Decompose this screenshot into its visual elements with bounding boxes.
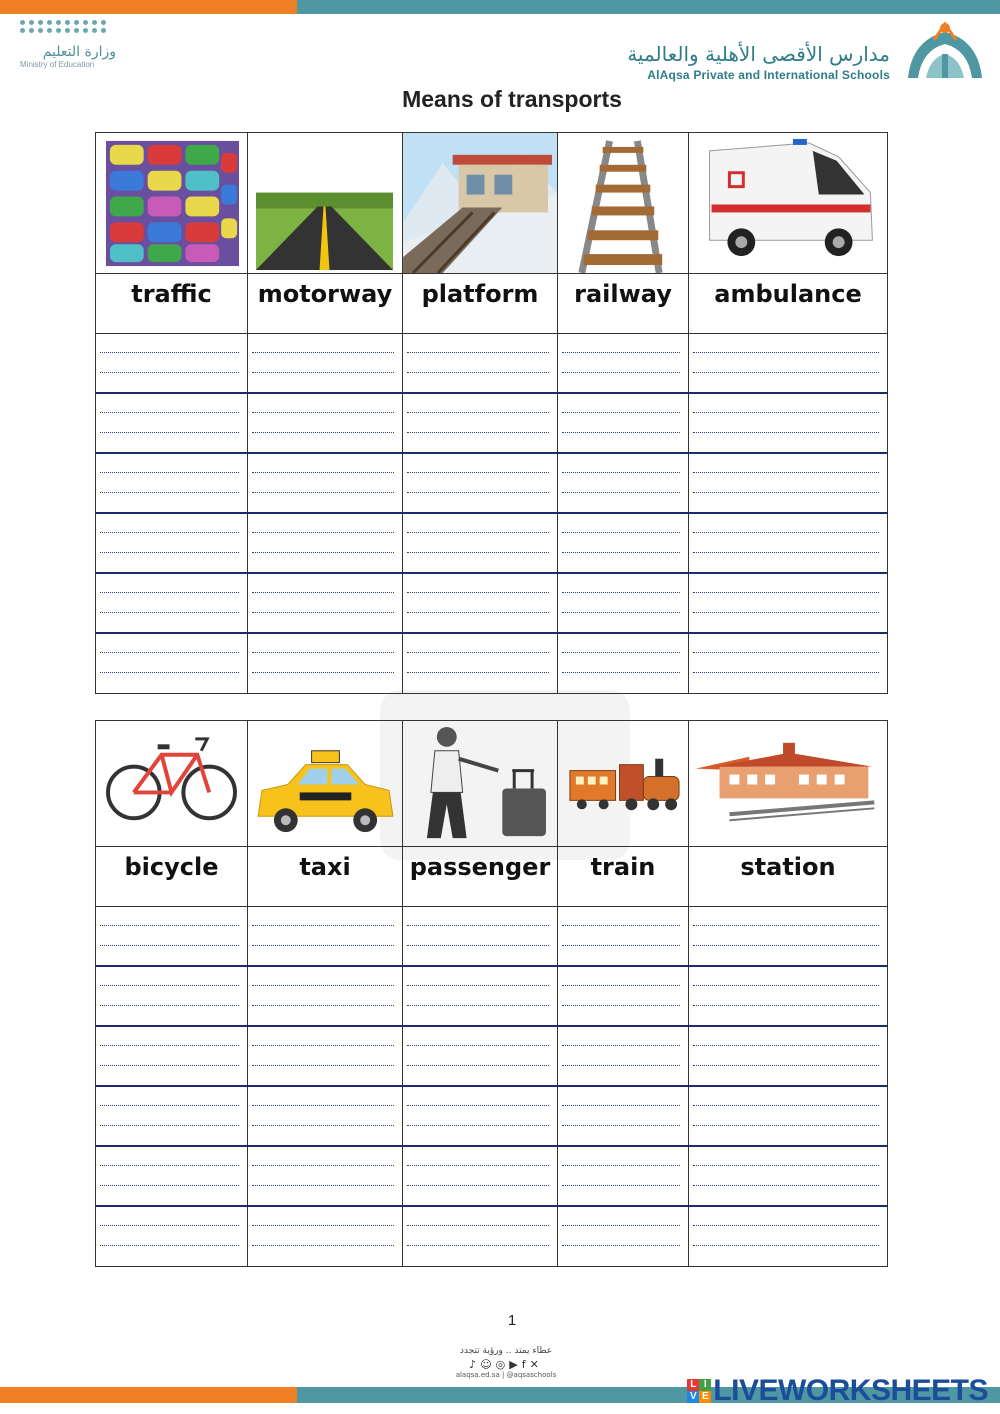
- writing-cell[interactable]: [403, 907, 558, 965]
- writing-cell[interactable]: [248, 907, 403, 965]
- writing-cell[interactable]: [558, 1207, 689, 1267]
- liveworksheets-logo-icon: L I V E: [687, 1379, 711, 1403]
- word-motorway: motorway: [257, 280, 393, 308]
- liveworksheets-wordmark: LIVEWORKSHEETS: [713, 1374, 988, 1407]
- word-platform: platform: [421, 280, 539, 308]
- writing-row: [96, 334, 887, 394]
- writing-cell[interactable]: [403, 334, 558, 392]
- facebook-icon[interactable]: f: [521, 1358, 530, 1371]
- liveworksheets-brand[interactable]: [687, 1374, 988, 1408]
- ambulance-image: [689, 133, 887, 273]
- youtube-icon[interactable]: ▶: [509, 1358, 522, 1371]
- instagram-icon[interactable]: ◎: [495, 1358, 510, 1371]
- writing-cell[interactable]: [248, 334, 403, 392]
- writing-rows-2: [96, 907, 887, 1267]
- writing-cell[interactable]: [248, 1207, 403, 1267]
- writing-cell[interactable]: [248, 514, 403, 572]
- writing-cell[interactable]: [403, 1087, 558, 1145]
- vocabulary-table-2: [95, 720, 888, 1267]
- school-name-english: AlAqsa Private and International Schools: [647, 68, 890, 82]
- word-traffic: traffic: [131, 280, 212, 308]
- writing-cell[interactable]: [96, 574, 248, 632]
- writing-row: [96, 1207, 887, 1267]
- writing-cell[interactable]: [558, 334, 689, 392]
- footer-contact: [416, 1346, 596, 1386]
- writing-cell[interactable]: [403, 1207, 558, 1267]
- writing-row: [96, 514, 887, 574]
- word-ambulance: ambulance: [714, 280, 862, 308]
- train-platform-image: [403, 133, 558, 273]
- word-bicycle: bicycle: [124, 853, 219, 881]
- page-number: 1: [507, 1312, 517, 1329]
- word-row: [96, 847, 887, 907]
- writing-cell[interactable]: [689, 454, 887, 512]
- writing-cell[interactable]: [689, 1087, 887, 1145]
- writing-cell[interactable]: [558, 1147, 689, 1205]
- writing-cell[interactable]: [689, 634, 887, 694]
- word-passenger: passenger: [409, 853, 551, 881]
- writing-cell[interactable]: [403, 514, 558, 572]
- writing-cell[interactable]: [96, 454, 248, 512]
- writing-row: [96, 634, 887, 694]
- writing-cell[interactable]: [248, 394, 403, 452]
- image-row: [96, 133, 887, 274]
- writing-cell[interactable]: [96, 1087, 248, 1145]
- writing-row: [96, 967, 887, 1027]
- word-station: station: [740, 853, 836, 881]
- writing-cell[interactable]: [248, 634, 403, 694]
- writing-cell[interactable]: [248, 967, 403, 1025]
- writing-cell[interactable]: [248, 1027, 403, 1085]
- writing-cell[interactable]: [689, 394, 887, 452]
- taxi-image: [248, 721, 403, 846]
- writing-cell[interactable]: [689, 1027, 887, 1085]
- x-icon[interactable]: ✕: [529, 1358, 543, 1371]
- writing-cell[interactable]: [403, 574, 558, 632]
- writing-cell[interactable]: [403, 1027, 558, 1085]
- image-row: [96, 721, 887, 847]
- vocabulary-table-1: [95, 132, 888, 694]
- social-icons: [416, 1358, 596, 1371]
- top-color-bar: [0, 0, 1000, 14]
- writing-cell[interactable]: [403, 394, 558, 452]
- footer-handles: alaqsa.ed.sa | @aqsaschools: [455, 1371, 557, 1379]
- writing-cell[interactable]: [558, 454, 689, 512]
- writing-row: [96, 454, 887, 514]
- word-taxi: taxi: [299, 853, 351, 881]
- writing-row: [96, 1087, 887, 1147]
- writing-row: [96, 574, 887, 634]
- writing-row: [96, 1147, 887, 1207]
- writing-cell[interactable]: [96, 967, 248, 1025]
- writing-rows-1: [96, 334, 887, 694]
- writing-cell[interactable]: [558, 907, 689, 965]
- writing-row: [96, 394, 887, 454]
- writing-cell[interactable]: [689, 334, 887, 392]
- writing-cell[interactable]: [248, 574, 403, 632]
- writing-cell[interactable]: [403, 1147, 558, 1205]
- writing-cell[interactable]: [96, 1207, 248, 1267]
- writing-row: [96, 907, 887, 967]
- station-image: [689, 721, 887, 846]
- railway-track-image: [558, 133, 689, 273]
- writing-cell[interactable]: [689, 967, 887, 1025]
- school-logo-block: [626, 18, 986, 84]
- ministry-name-english: Ministry of Education: [20, 60, 95, 69]
- writing-cell[interactable]: [403, 454, 558, 512]
- writing-cell[interactable]: [558, 574, 689, 632]
- word-row: [96, 274, 887, 334]
- writing-cell[interactable]: [558, 634, 689, 694]
- writing-cell[interactable]: [96, 394, 248, 452]
- writing-cell[interactable]: [558, 1087, 689, 1145]
- ministry-name-arabic: وزارة التعليم: [42, 44, 116, 60]
- writing-cell[interactable]: [96, 634, 248, 694]
- word-train: train: [590, 853, 656, 881]
- writing-cell[interactable]: [96, 514, 248, 572]
- writing-row: [96, 1027, 887, 1087]
- tiktok-icon[interactable]: ♪: [469, 1358, 481, 1371]
- writing-cell[interactable]: [248, 454, 403, 512]
- writing-cell[interactable]: [689, 514, 887, 572]
- footer-slogan: عطاء يمتد .. ورؤية تتجدد: [459, 1346, 553, 1356]
- writing-cell[interactable]: [403, 967, 558, 1025]
- writing-cell[interactable]: [558, 1027, 689, 1085]
- writing-cell[interactable]: [689, 574, 887, 632]
- writing-cell[interactable]: [96, 1147, 248, 1205]
- snapchat-icon[interactable]: ☺: [480, 1358, 496, 1371]
- school-name-arabic: مدارس الأقصى الأهلية والعالمية: [627, 42, 890, 66]
- writing-cell[interactable]: [96, 907, 248, 965]
- motorway-road-image: [248, 133, 403, 273]
- writing-cell[interactable]: [96, 1027, 248, 1085]
- writing-cell[interactable]: [96, 334, 248, 392]
- writing-cell[interactable]: [248, 1087, 403, 1145]
- writing-cell[interactable]: [689, 1147, 887, 1205]
- bicycle-image: [96, 721, 248, 846]
- school-dome-logo: [904, 18, 986, 82]
- writing-cell[interactable]: [558, 394, 689, 452]
- traffic-cars-image: [96, 133, 248, 273]
- train-image: [558, 721, 689, 846]
- writing-cell[interactable]: [689, 907, 887, 965]
- writing-cell[interactable]: [558, 967, 689, 1025]
- writing-cell[interactable]: [689, 1207, 887, 1267]
- writing-cell[interactable]: [558, 514, 689, 572]
- writing-cell[interactable]: [403, 634, 558, 694]
- passenger-image: [403, 721, 558, 846]
- writing-cell[interactable]: [248, 1147, 403, 1205]
- page-title: Means of transports: [402, 86, 622, 112]
- ministry-logo: [20, 20, 116, 70]
- word-railway: railway: [574, 280, 672, 308]
